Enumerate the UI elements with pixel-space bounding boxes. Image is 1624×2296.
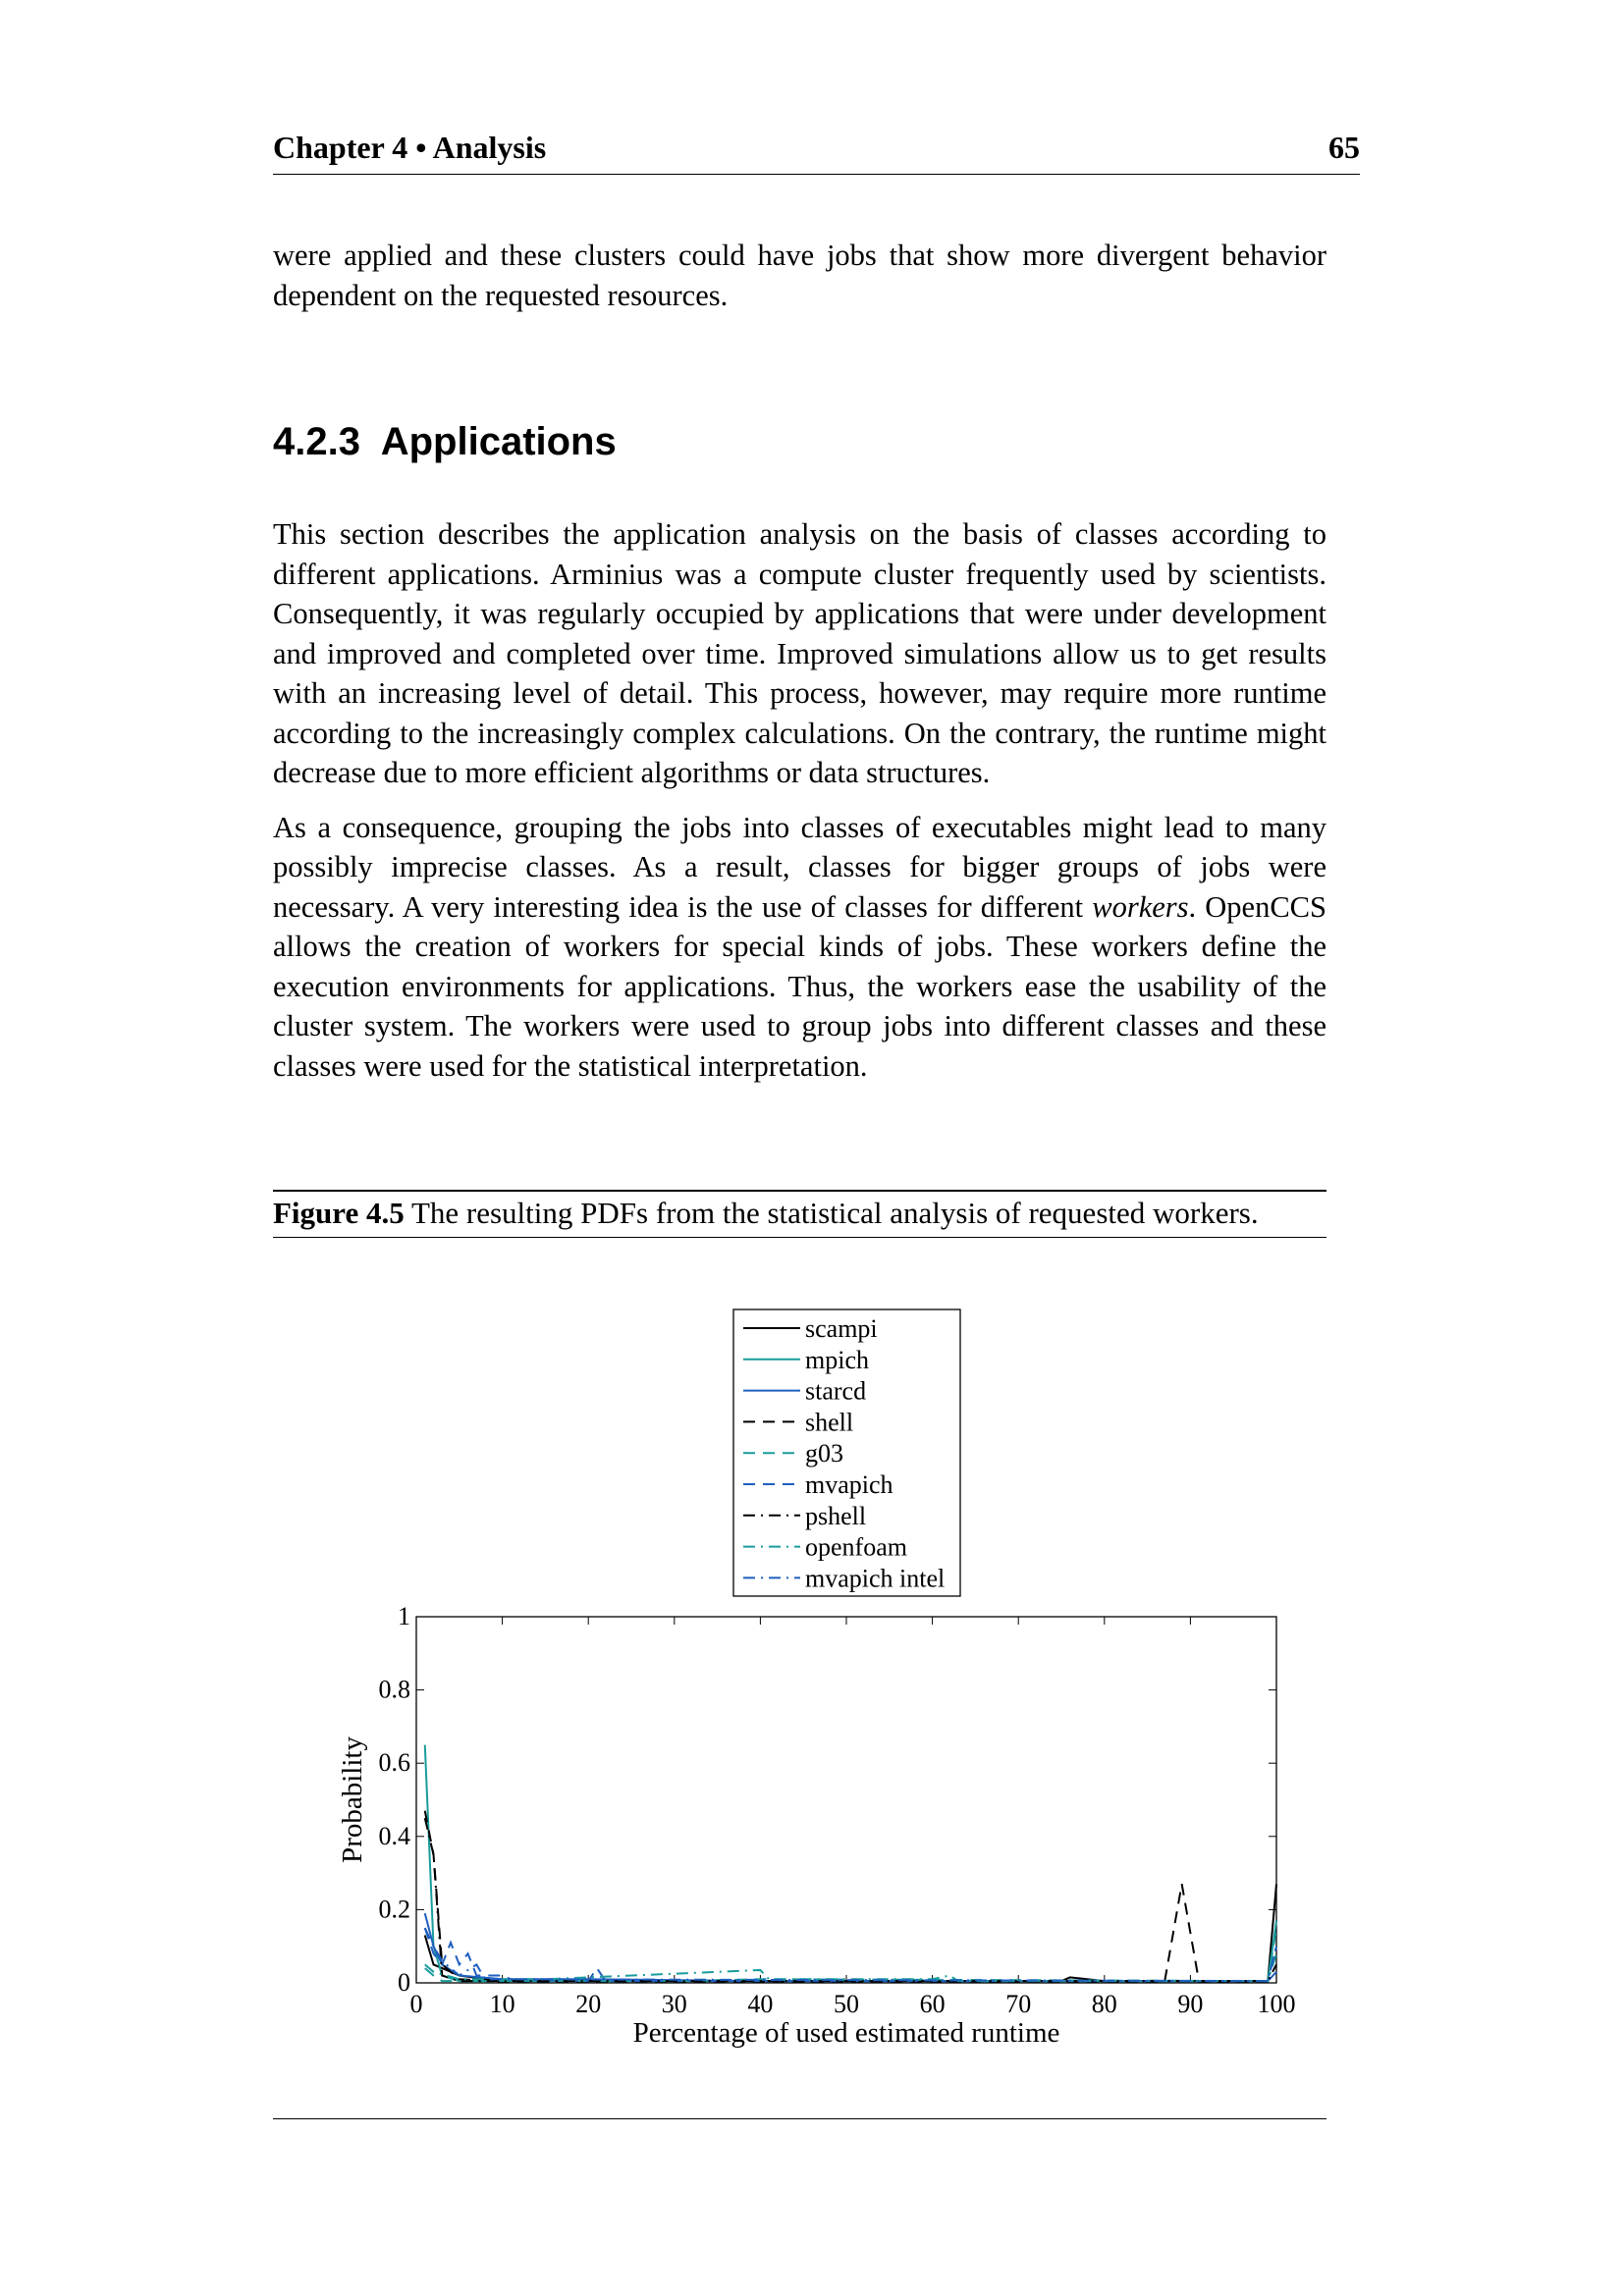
legend-label: mvapich [805, 1470, 893, 1499]
plot-area [416, 1617, 1276, 1983]
legend-label: g03 [805, 1439, 843, 1468]
y-tick-label: 0.4 [378, 1821, 410, 1850]
y-tick-label: 0.2 [378, 1895, 410, 1924]
x-axis-label: Percentage of used estimated runtime [632, 2017, 1060, 2049]
section-number: 4.2.3 [273, 420, 360, 463]
y-tick-label: 0.6 [378, 1748, 410, 1778]
paragraph: This section describes the application analysis on the basis of classes according to different applications. Arminius was a compute cluster frequently used by scientists. Consequently, it was regularly occupied by applications that were under development and improved and completed over time. Improved simulations allow us to get results with an increasing level of detail. This process, however, may require more runtime according to the increasingly complex calculations. On the contrary, the runtime might decrease due to more efficient algorithms or data structures. [273, 517, 1326, 789]
x-tick-label: 60 [919, 1990, 946, 2018]
series-line-mpich [425, 1745, 1276, 1982]
emphasis: workers [1092, 889, 1189, 924]
series-line-starcd [425, 1913, 1276, 1981]
paragraph: were applied and these clusters could have jobs that show more divergent behavior dependent on the requested resources. [273, 239, 1326, 312]
legend-label: mpich [805, 1345, 869, 1374]
x-tick-label: 80 [1091, 1990, 1117, 2018]
x-tick-label: 20 [575, 1990, 602, 2018]
text-run: As a consequence, grouping the jobs into classes of executables might lead to many possibly imprecise classes. As a result, classes for bigger groups of jobs were necessary. A very interesting idea is the use of classes for different [273, 810, 1326, 924]
series-line-openfoam [425, 1953, 1276, 1981]
series-line-shell [425, 1811, 1276, 1982]
series-line-scampi [425, 1884, 1276, 1981]
x-tick-label: 100 [1257, 1990, 1296, 2018]
x-tick-label: 50 [834, 1990, 859, 2018]
legend-label: openfoam [805, 1532, 907, 1562]
x-tick-label: 30 [661, 1990, 687, 2018]
legend-label: shell [805, 1408, 854, 1437]
x-tick-label: 0 [409, 1990, 423, 2018]
series-line-pshell [425, 1818, 1276, 1981]
figure-label: Figure 4.5 [273, 1196, 405, 1230]
x-tick-label: 40 [747, 1990, 774, 2018]
y-tick-label: 0 [398, 1968, 410, 1997]
y-tick-label: 1 [398, 1602, 410, 1630]
series-line-g03 [425, 1928, 1276, 1981]
legend-label: starcd [805, 1376, 867, 1406]
page-number: 65 [1328, 130, 1360, 165]
x-tick-label: 10 [489, 1990, 515, 2018]
legend-label: scampi [805, 1314, 878, 1343]
series-line-mvapich-intel [425, 1928, 1276, 1981]
legend-label: pshell [805, 1501, 867, 1530]
footer-rule [273, 2118, 1326, 2119]
chapter-title: Chapter 4 • Analysis [273, 130, 547, 165]
text-run: . OpenCCS allows the creation of workers for special kinds of jobs. These workers define the execution environments for applications. Thus, the workers ease the usability of the cluster system. The workers were used to group jobs into different classes and these classes were used for the statistical interpretation. [273, 889, 1326, 1083]
caption-text: The resulting PDFs from the statistical analysis of requested workers. [410, 1196, 1259, 1230]
section-title: Applications [380, 420, 617, 463]
x-tick-label: 70 [1005, 1990, 1032, 2018]
series-line-mvapich [425, 1928, 1276, 1981]
y-tick-label: 0.8 [378, 1675, 410, 1704]
x-tick-label: 90 [1177, 1990, 1204, 2018]
legend-label: mvapich intel [805, 1564, 946, 1593]
y-axis-label: Probability [337, 1736, 368, 1863]
